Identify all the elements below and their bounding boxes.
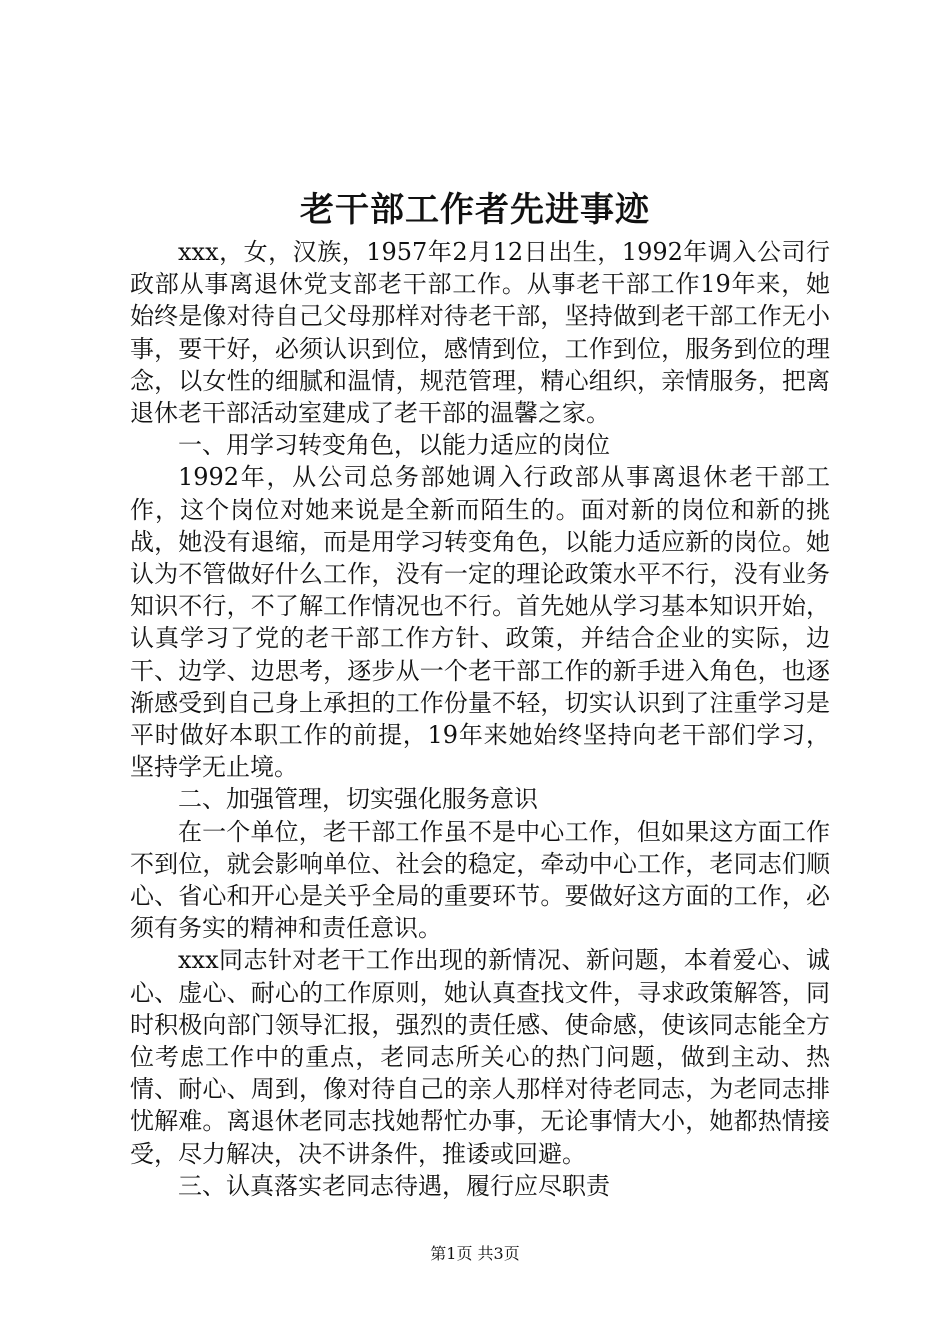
paragraph-section-2a: 在一个单位，老干部工作虽不是中心工作，但如果这方面工作不到位，就会影响单位、社会的稳定，牵动中心工作，老同志们顺心、省心和开心是关乎全局的重要环节。要做好这方面的工作，必须有务实的精神和责任意识。	[130, 817, 830, 943]
paragraph-section-1: 1992年，从公司总务部她调入行政部从事离退休老干部工作，这个岗位对她来说是全新而陌生的。面对新的岗位和新的挑战，她没有退缩，而是用学习转变角色，以能力适应新的岗位。她认为不管做好什么工作，没有一定的理论政策水平不行，没有业务知识不行，不了解工作情况也不行。首先她从学习基本知识开始，认真学习了党的老干部工作方针、政策，并结合企业的实际，边干、边学、边思考，逐步从一个老干部工作的新手进入角色，也逐渐感受到自己身上承担的工作份量不轻，切实认识到了注重学习是平时做好本职工作的前提，19年来她始终坚持向老干部们学习，坚持学无止境。	[130, 463, 830, 782]
paragraph-intro: xxx，女，汉族，1957年2月12日出生，1992年调入公司行政部从事离退休党支部老干部工作。从事老干部工作19年来，她始终是像对待自己父母那样对待老干部，坚持做到老干部工作无小事，要干好，必须认识到位，感情到位，工作到位，服务到位的理念，以女性的细腻和温情，规范管理，精心组织，亲情服务，把离退休老干部活动室建成了老干部的温馨之家。	[130, 238, 830, 428]
section-heading-1: 一、用学习转变角色，以能力适应的岗位	[178, 431, 610, 460]
section-heading-3: 三、认真落实老同志待遇，履行应尽职责	[178, 1171, 610, 1200]
document-title: 老干部工作者先进事迹	[300, 190, 650, 230]
page-footer: 第1页 共3页	[430, 1244, 520, 1263]
section-heading-2: 二、加强管理，切实强化服务意识	[178, 785, 538, 814]
document-body	[130, 236, 830, 1202]
paragraph-section-2b: xxx同志针对老干工作出现的新情况、新问题，本着爱心、诚心、虚心、耐心的工作原则，她认真查找文件，寻求政策解答，同时积极向部门领导汇报，强烈的责任感、使命感，使该同志能全方位考虑工作中的重点，老同志所关心的热门问题，做到主动、热情、耐心、周到，像对待自己的亲人那样对待老同志，为老同志排忧解难。离退休老同志找她帮忙办事，无论事情大小，她都热情接受，尽力解决，决不讲条件，推诿或回避。	[130, 946, 830, 1168]
